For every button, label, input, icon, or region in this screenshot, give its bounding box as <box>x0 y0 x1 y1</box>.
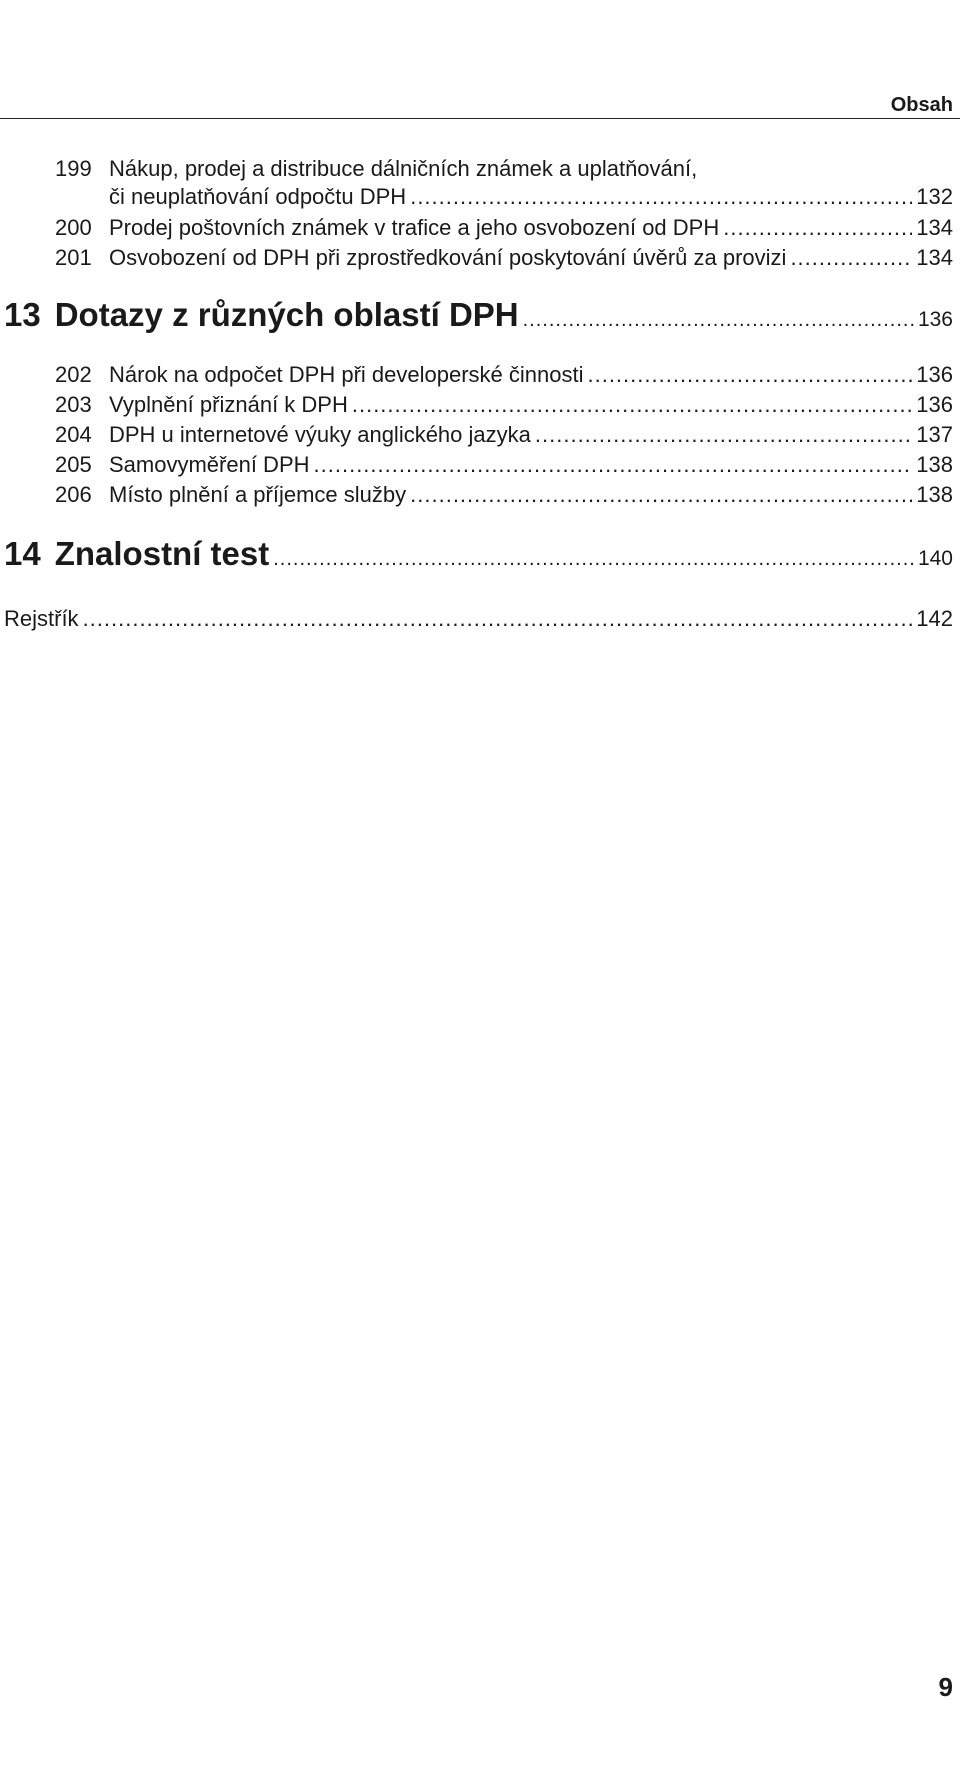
toc-entry-199-continuation[interactable] <box>55 184 953 210</box>
dot-leader <box>410 184 912 210</box>
index-page: 142 <box>916 606 953 631</box>
dot-leader <box>587 362 912 388</box>
chapter-page: 136 <box>917 308 953 331</box>
entry-number: 201 <box>55 245 92 270</box>
toc-index[interactable] <box>4 606 953 632</box>
entry-title: DPH u internetové výuky anglického jazyka <box>109 422 531 447</box>
entry-page: 136 <box>916 392 953 417</box>
dot-leader <box>523 309 914 332</box>
dot-leader <box>535 422 912 448</box>
toc-entry-204[interactable] <box>55 422 953 448</box>
entry-number: 202 <box>55 362 92 387</box>
dot-leader <box>410 482 912 508</box>
entry-title: Samovyměření DPH <box>109 452 310 477</box>
dot-leader <box>83 606 913 632</box>
entry-number: 206 <box>55 482 92 507</box>
entry-title: Nárok na odpočet DPH při developerské činnosti <box>109 362 584 387</box>
dot-leader <box>273 548 914 571</box>
toc-entry-202[interactable] <box>55 362 953 388</box>
toc-entry-200[interactable] <box>55 215 953 241</box>
page-number: 9 <box>938 1672 953 1702</box>
entry-number: 205 <box>55 452 92 477</box>
entry-page: 134 <box>916 215 953 240</box>
entry-page: 136 <box>916 362 953 387</box>
dot-leader <box>352 392 912 418</box>
entry-title: Osvobození od DPH při zprostředkování poskytování úvěrů za provizi <box>109 245 787 270</box>
entry-number: 199 <box>55 156 92 181</box>
running-header-title: Obsah <box>890 94 953 116</box>
toc-entry-199[interactable] <box>55 156 953 182</box>
entry-title: Prodej poštovních známek v trafice a jeho osvobození od DPH <box>109 215 720 240</box>
entry-page: 138 <box>916 452 953 477</box>
entry-title: Místo plnění a příjemce služby <box>109 482 407 507</box>
entry-page: 134 <box>916 245 953 270</box>
chapter-number: 13 <box>4 296 41 333</box>
toc-entry-205[interactable] <box>55 452 953 478</box>
entry-number: 203 <box>55 392 92 417</box>
toc-entry-203[interactable] <box>55 392 953 418</box>
chapter-title: Dotazy z různých oblastí DPH <box>54 296 519 333</box>
toc-chapter-14[interactable] <box>4 535 953 573</box>
chapter-number: 14 <box>4 535 41 572</box>
entry-title-continuation: či neuplatňování odpočtu DPH <box>109 184 407 209</box>
dot-leader <box>314 452 913 478</box>
entry-title: Vyplnění přiznání k DPH <box>109 392 348 417</box>
entry-page: 132 <box>916 184 953 209</box>
entry-title: Nákup, prodej a distribuce dálničních známek a uplatňování, <box>109 156 698 181</box>
chapter-title: Znalostní test <box>54 535 270 572</box>
entry-number: 200 <box>55 215 92 240</box>
dot-leader <box>790 245 912 271</box>
dot-leader <box>723 215 912 241</box>
entry-number: 204 <box>55 422 92 447</box>
toc-entry-201[interactable] <box>55 245 953 271</box>
toc-entry-206[interactable] <box>55 482 953 508</box>
toc-chapter-13[interactable] <box>4 296 953 334</box>
index-title: Rejstřík <box>4 606 79 631</box>
entry-page: 138 <box>916 482 953 507</box>
entry-page: 137 <box>916 422 953 447</box>
header-rule <box>0 118 960 119</box>
chapter-page: 140 <box>917 547 953 570</box>
